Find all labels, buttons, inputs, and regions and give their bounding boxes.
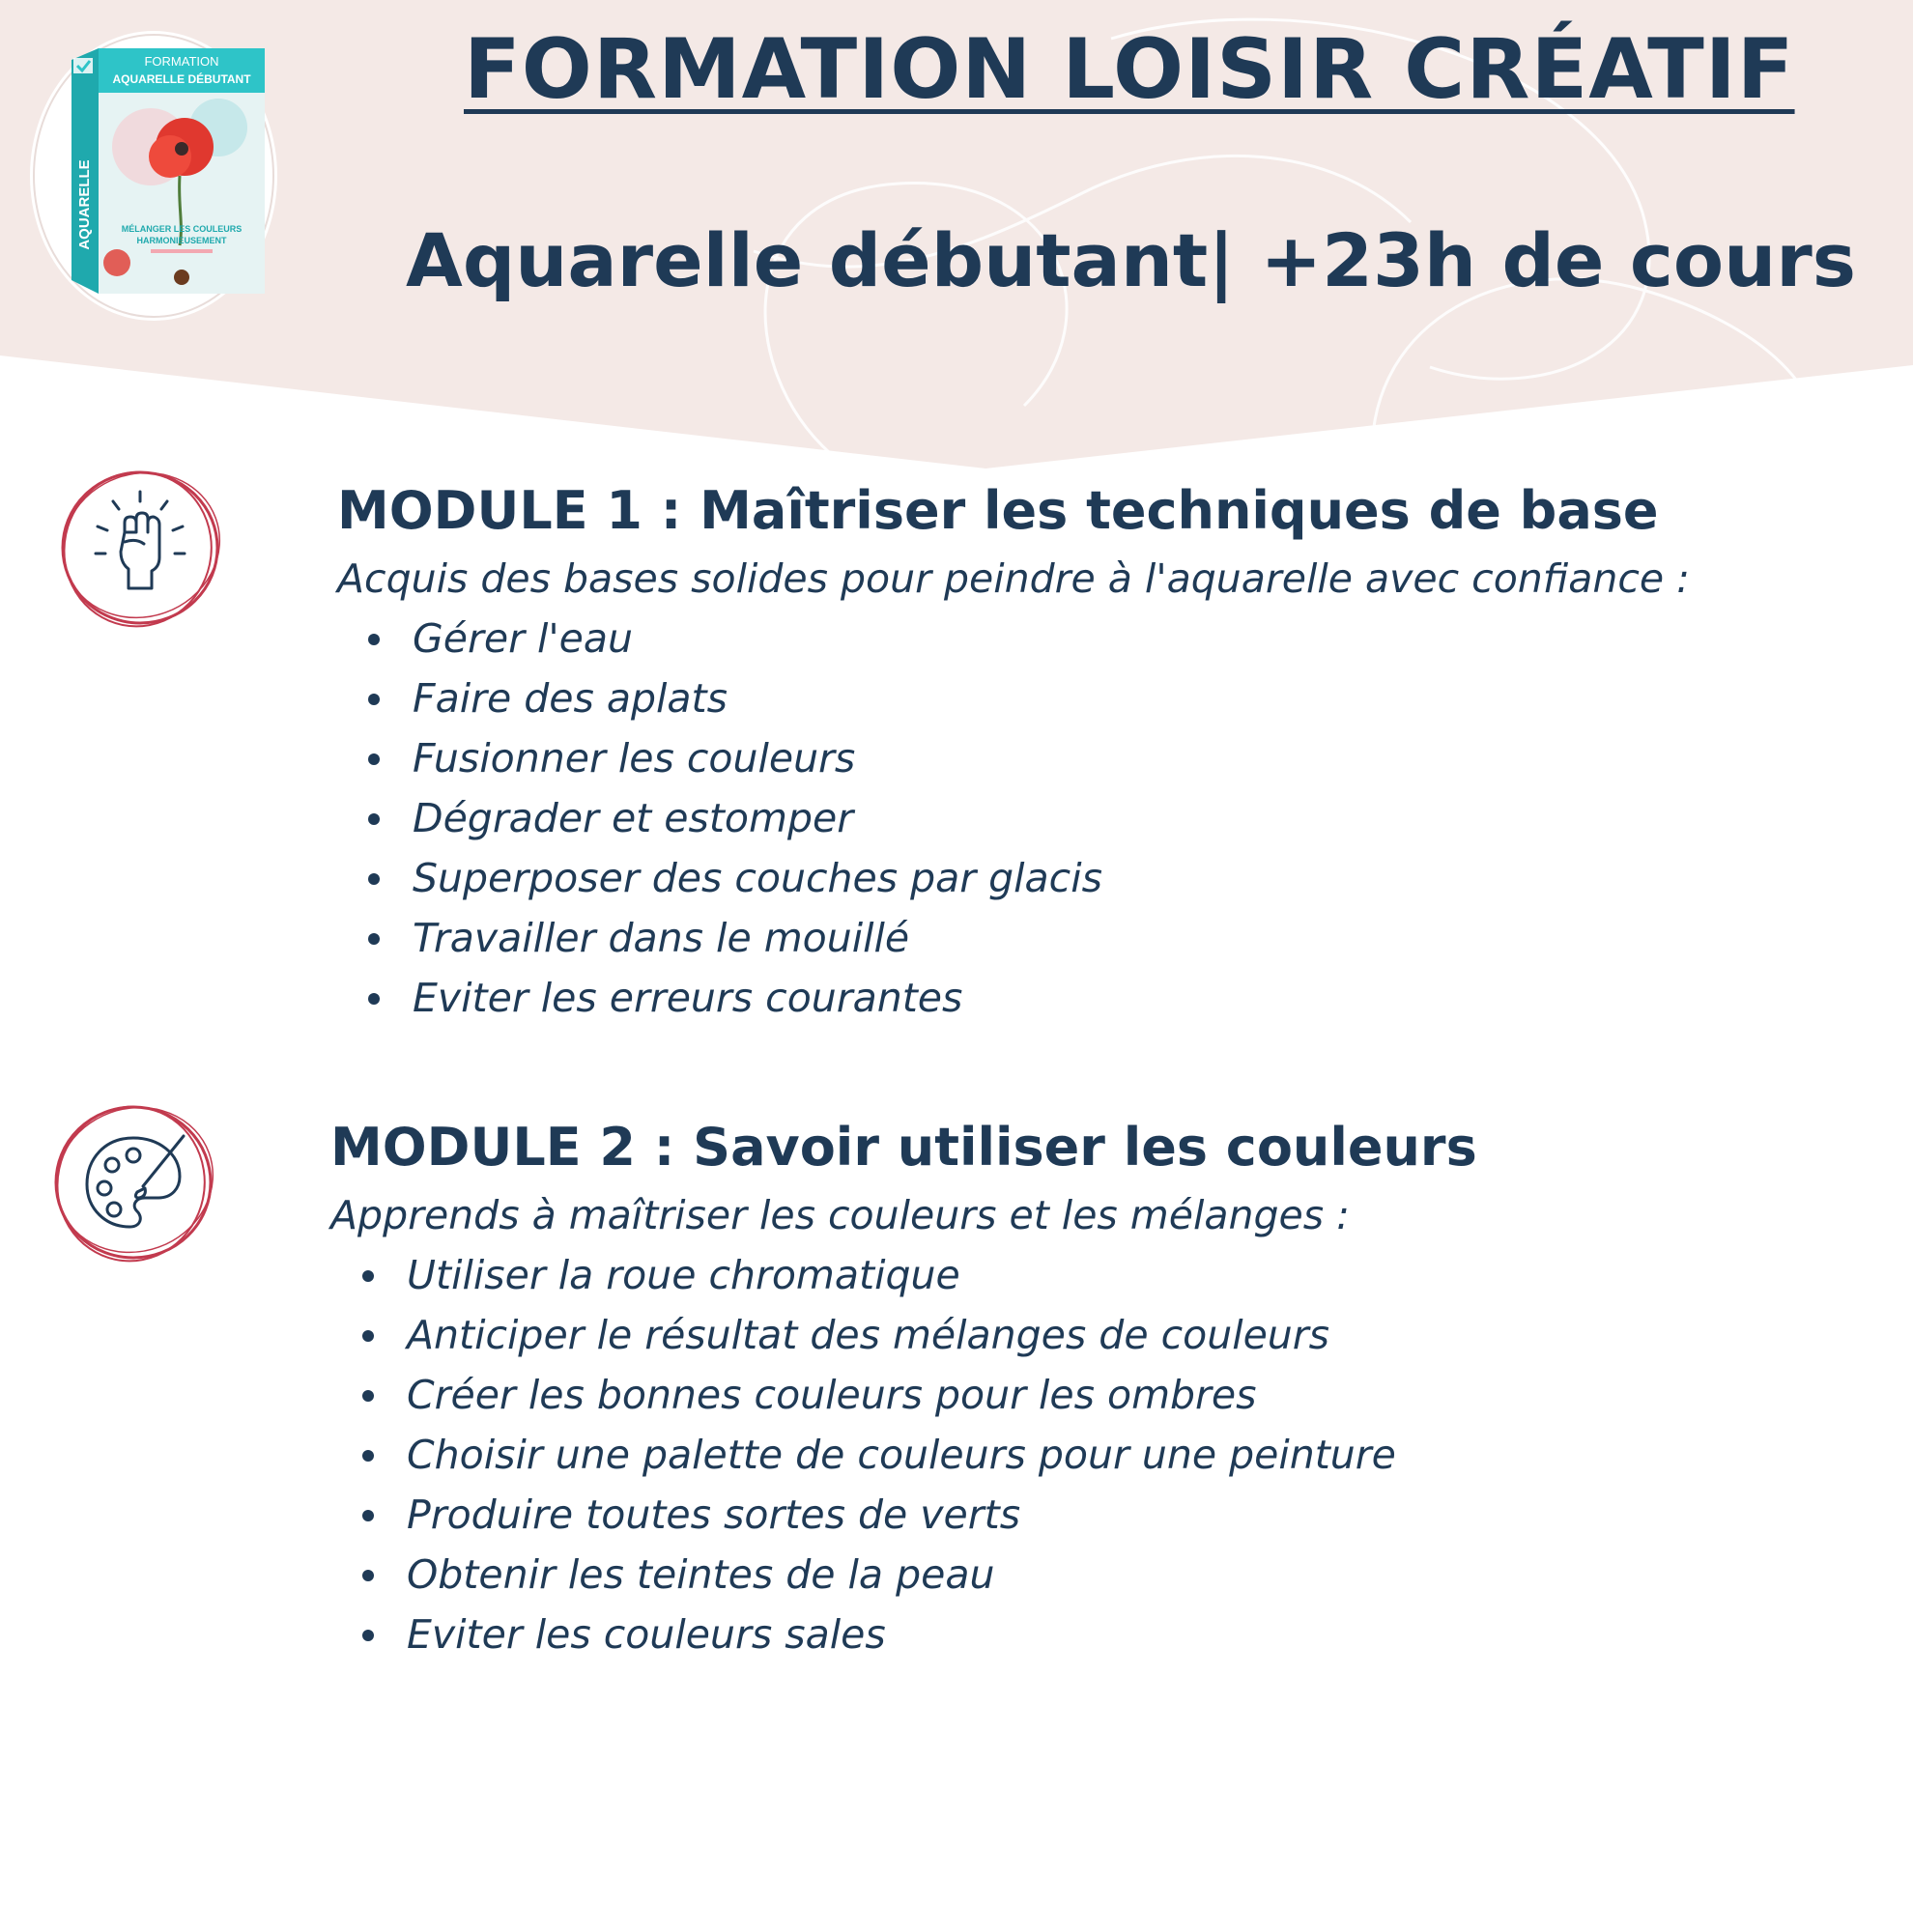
raised-fist-icon xyxy=(55,463,225,633)
list-item: Superposer des couches par glacis xyxy=(368,848,1102,908)
svg-text:MÉLANGER LES COULEURS: MÉLANGER LES COULEURS xyxy=(121,224,243,234)
list-item: Fusionner les couleurs xyxy=(368,728,1102,788)
list-item: Choisir une palette de couleurs pour une peinture xyxy=(362,1425,1396,1485)
module-title: MODULE 1 : Maîtriser les techniques de base xyxy=(337,480,1659,541)
list-item: Travailler dans le mouillé xyxy=(368,908,1102,968)
list-item: Eviter les couleurs sales xyxy=(362,1605,1396,1664)
module-topics-list xyxy=(362,1245,1396,1664)
list-item: Anticiper le résultat des mélanges de couleurs xyxy=(362,1305,1396,1365)
module-intro: Apprends à maîtriser les couleurs et les mélanges : xyxy=(330,1192,1350,1238)
list-item: Produire toutes sortes de verts xyxy=(362,1485,1396,1545)
paint-palette-icon xyxy=(48,1097,218,1267)
list-item: Eviter les erreurs courantes xyxy=(368,968,1102,1028)
list-item: Obtenir les teintes de la peau xyxy=(362,1545,1396,1605)
product-box-image xyxy=(25,21,282,328)
page-subtitle: Aquarelle débutant| +23h de cours xyxy=(406,217,1856,303)
svg-text:AQUARELLE DÉBUTANT: AQUARELLE DÉBUTANT xyxy=(112,72,251,86)
module-title: MODULE 2 : Savoir utiliser les couleurs xyxy=(330,1117,1477,1178)
page-title: FORMATION LOISIR CRÉATIF xyxy=(464,21,1795,118)
list-item: Créer les bonnes couleurs pour les ombres xyxy=(362,1365,1396,1425)
svg-text:HARMONIEUSEMENT: HARMONIEUSEMENT xyxy=(136,236,227,245)
list-item: Faire des aplats xyxy=(368,668,1102,728)
svg-text:AQUARELLE: AQUARELLE xyxy=(76,159,93,250)
list-item: Dégrader et estomper xyxy=(368,788,1102,848)
svg-text:FORMATION: FORMATION xyxy=(144,54,219,69)
module-intro: Acquis des bases solides pour peindre à l'aquarelle avec confiance : xyxy=(337,555,1690,602)
list-item: Gérer l'eau xyxy=(368,609,1102,668)
module-topics-list xyxy=(368,609,1102,1028)
list-item: Utiliser la roue chromatique xyxy=(362,1245,1396,1305)
